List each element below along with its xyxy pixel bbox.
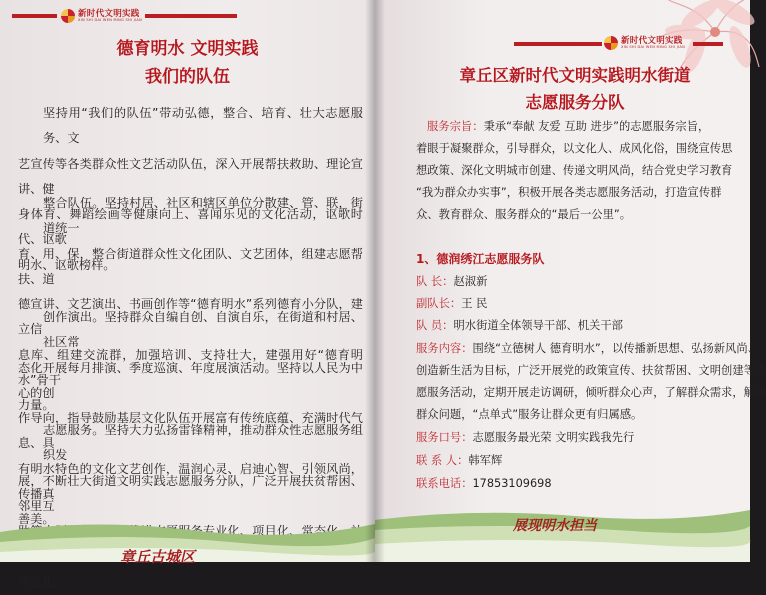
page-title: 德育明水 文明实践 <box>116 39 259 59</box>
right-page: 新时代文明实践 XIN SHI DAI WEN MING SHI JIAN 章丘区新时代文明实践明水街道 志愿服务分队 服务宗旨：秉承“奉献 友爱 互助 进步”的志愿服务宗旨， 着眼于凝聚群众，引导群众，以文化人、成风化俗，围绕宣传思 想政策、深化文明城市创建、传递文明风尚，结合党史学习教育 “我为群众办实事”，积极开展各类志愿服务活动，打造宣传群 众、教育群众、服务群众的“最后一公里”。 1、德润绣江志愿服务队 队 长：赵淑新 副队长：王 民 队 员：明水街道全体领导干部、机关干部 服务内容：围绕“立德树人 德育明水”，以传播新思想、弘扬新风尚、 创造新生活为目标，广泛开展党的政策宣传、扶贫帮困、文明创建等志 愿服务活动，定期开展走访调研，倾听群众心声，了解群众需求，解决 群众问题，“点单式”服务让群众更有归属感。 服务口号：志愿服务最光荣 文明实践我先行 联 系 人：韩军辉 联系电话：17853109698 展现明水担当 <box>375 0 750 562</box>
section-heading: 1、德润绣江志愿服务队 <box>416 252 545 266</box>
logo-text-cn: 新时代文明实践 <box>78 8 140 19</box>
footer-slogan-left: 章丘古城区 <box>120 548 196 566</box>
logo-text-en: XIN SHI DAI WEN MING SHI JIAN <box>78 18 143 22</box>
paragraph-performance: 创作演出。坚持群众自编自创、自演自乐，在街道和村居、社区常 态化开展每月排演、季度巡演、年度展演活动。坚持以人民为中心的创 作导向，指导鼓励基层文化队伍开展富有传统底蕴、充满时代气息、具 有明水特色的文化文艺创作，温润心灵、启迪心智、引领风尚，传播真 善美。 <box>18 310 363 527</box>
slogan-row: 服务口号：志愿服务最光荣 文明实践我先行 <box>416 431 635 444</box>
paragraph-volunteer: 志愿服务。坚持大力弘扬雷锋精神，推动群众性志愿服务组织发 展，不断壮大街道文明实践志愿服务分队，广泛开展扶贫帮困、邻里互 规范化。 <box>18 423 363 589</box>
logo <box>604 36 685 50</box>
members-row: 队 员：明水街道全体领导干部、机关干部 <box>416 319 623 332</box>
purpose-label: 服务宗旨： <box>427 120 484 133</box>
header-bar-right <box>693 42 723 46</box>
header-bar-left <box>12 14 57 18</box>
header-bar-left <box>514 42 602 46</box>
header-bar-right <box>145 14 237 18</box>
footer-slogan-right: 展现明水担当 <box>513 518 597 534</box>
logo <box>61 9 142 23</box>
page-subtitle: 志愿服务分队 <box>525 93 625 112</box>
page-title: 章丘区新时代文明实践明水街道 <box>459 66 691 85</box>
logo-text-cn: 新时代文明实践 <box>621 35 683 46</box>
paragraph-team: 整合队伍。坚持村居、社区和辖区单位分散建、管、联，街道统一 育、用、保，整合街道群众性文化团队、文艺团体，组建志愿帮扶、道 德宣讲、文艺演出、书画创作等“德育明水”系列德育小分队，建立信 息库、组建交流群，加强培训、支持壮大，建强用好“德育明水”骨干 力量。 <box>18 196 363 413</box>
vice-captain-row: 副队长：王 民 <box>416 297 488 310</box>
captain-row: 队 长：赵淑新 <box>416 275 488 288</box>
left-page <box>0 0 375 589</box>
contact-row: 联 系 人：韩军辉 <box>416 454 503 467</box>
phone-row: 联系电话：17853109698 <box>416 477 552 490</box>
logo-icon <box>61 9 75 23</box>
logo-text-en: XIN SHI DAI WEN MING SHI JIAN <box>621 45 686 49</box>
page-subtitle: 我们的队伍 <box>145 67 230 87</box>
paragraph-intro: 坚持用“我们的队伍”带动弘德，整合、培育、壮大志愿服务、文 艺宣传等各类群众性文艺活动队伍，深入开展帮扶救助、理论宣讲、健 身体育、舞蹈绘画等健康向上、喜闻乐见的文化活动，讴歌时代、讴歌 明水、讴歌榜样。 <box>18 106 363 272</box>
logo-icon <box>604 36 618 50</box>
